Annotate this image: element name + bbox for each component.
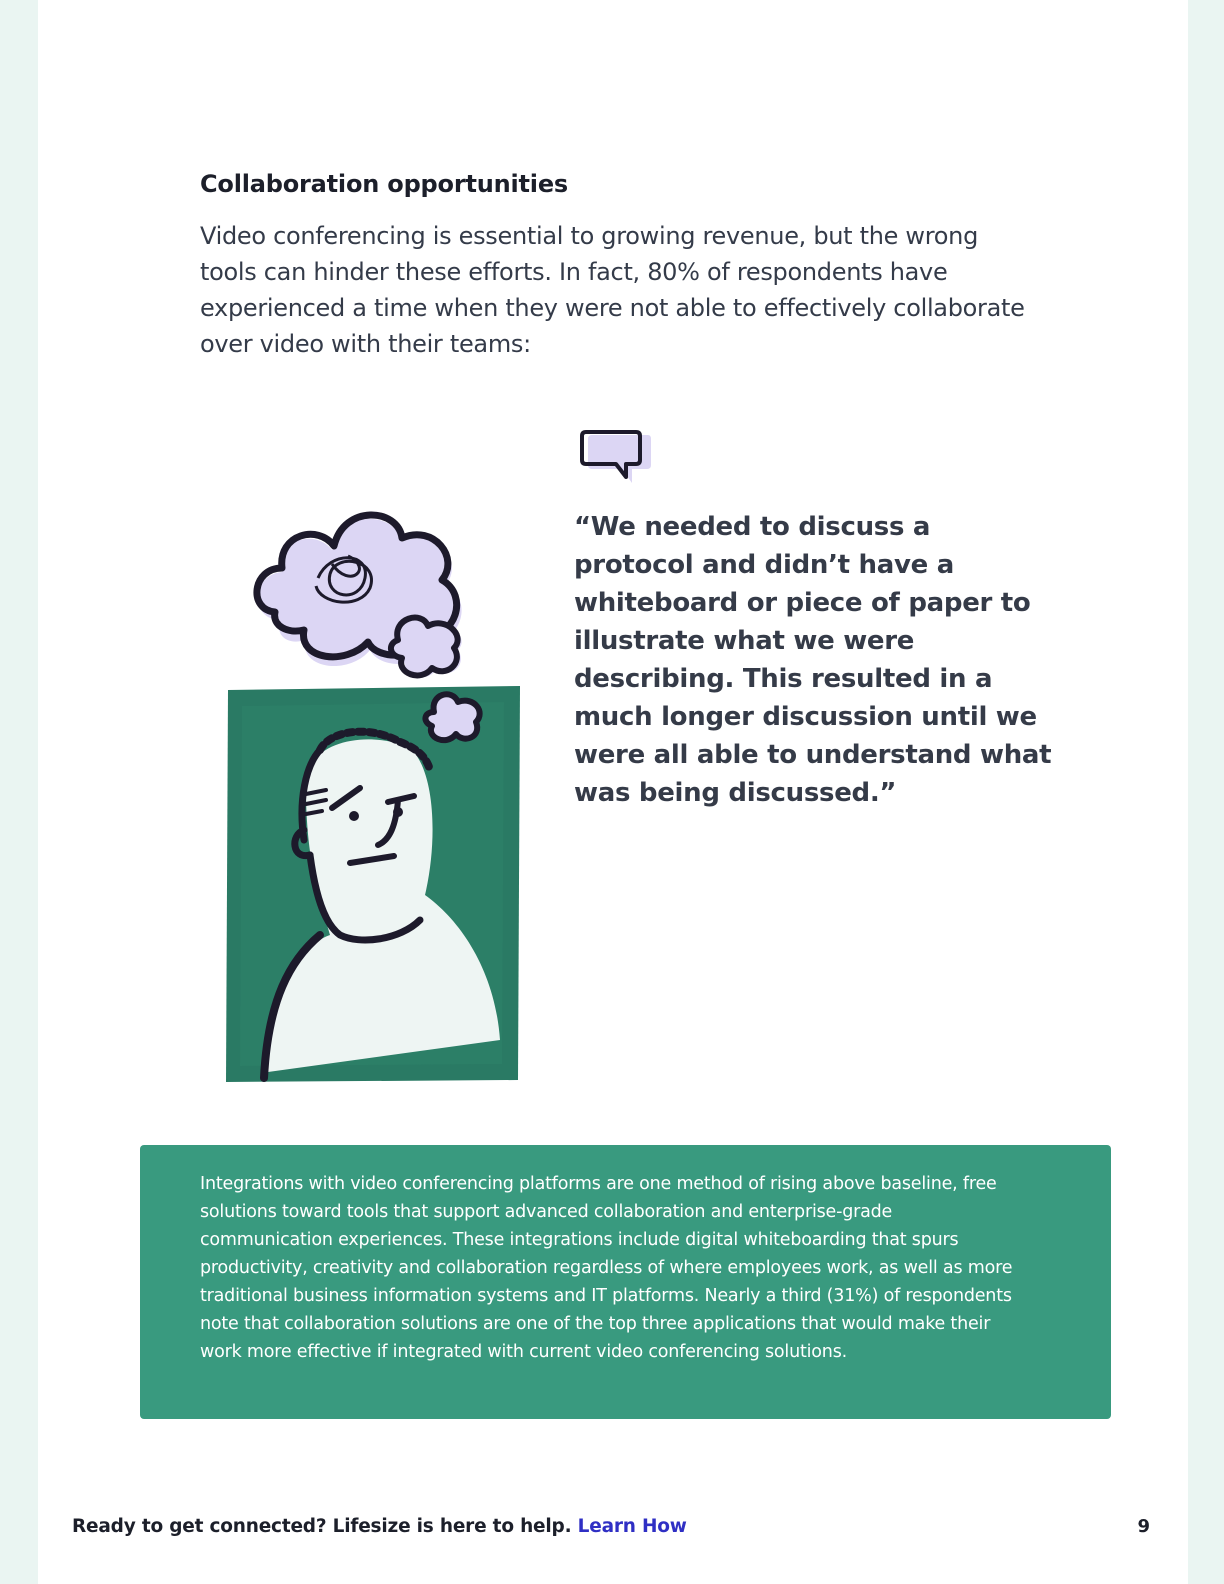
callout-box — [142, 1147, 1109, 1417]
learn-how-link[interactable]: Learn How — [577, 1516, 687, 1537]
intro-paragraph: Video conferencing is essential to growing revenue, but the wrong tools can hinder these efforts. In fact, 80% of respondents have experienced a time when they were not able to effectively collaborate over video with their teams: — [200, 222, 1025, 358]
footer-cta — [72, 1516, 687, 1537]
testimonial-quote: “We needed to discuss a protocol and didn’t have a whiteboard or piece of paper to illustrate what we were describing. This resulted in a much longer discussion until we were all able to understand what was being discussed.” — [574, 512, 1052, 808]
callout-text: Integrations with video conferencing platforms are one method of rising above baseline, free solutions toward tools that support advanced collaboration and enterprise-grade communication experiences. These integrations include digital whiteboarding that spurs productivity, creativity and collaboration regardless of where employees work, as well as more traditional business information systems and IT platforms. Nearly a third (31%) of respondents note that collaboration solutions are one of the top three applications that would make their work more effective if integrated with current video conferencing solutions. — [200, 1174, 1013, 1362]
section-heading: Collaboration opportunities — [200, 170, 568, 198]
confused-person-illustration — [220, 480, 530, 1100]
footer-cta-text: Ready to get connected? Lifesize is here to help. — [72, 1516, 572, 1537]
page-number: 9 — [1137, 1516, 1150, 1537]
speech-bubble-icon — [580, 428, 652, 488]
